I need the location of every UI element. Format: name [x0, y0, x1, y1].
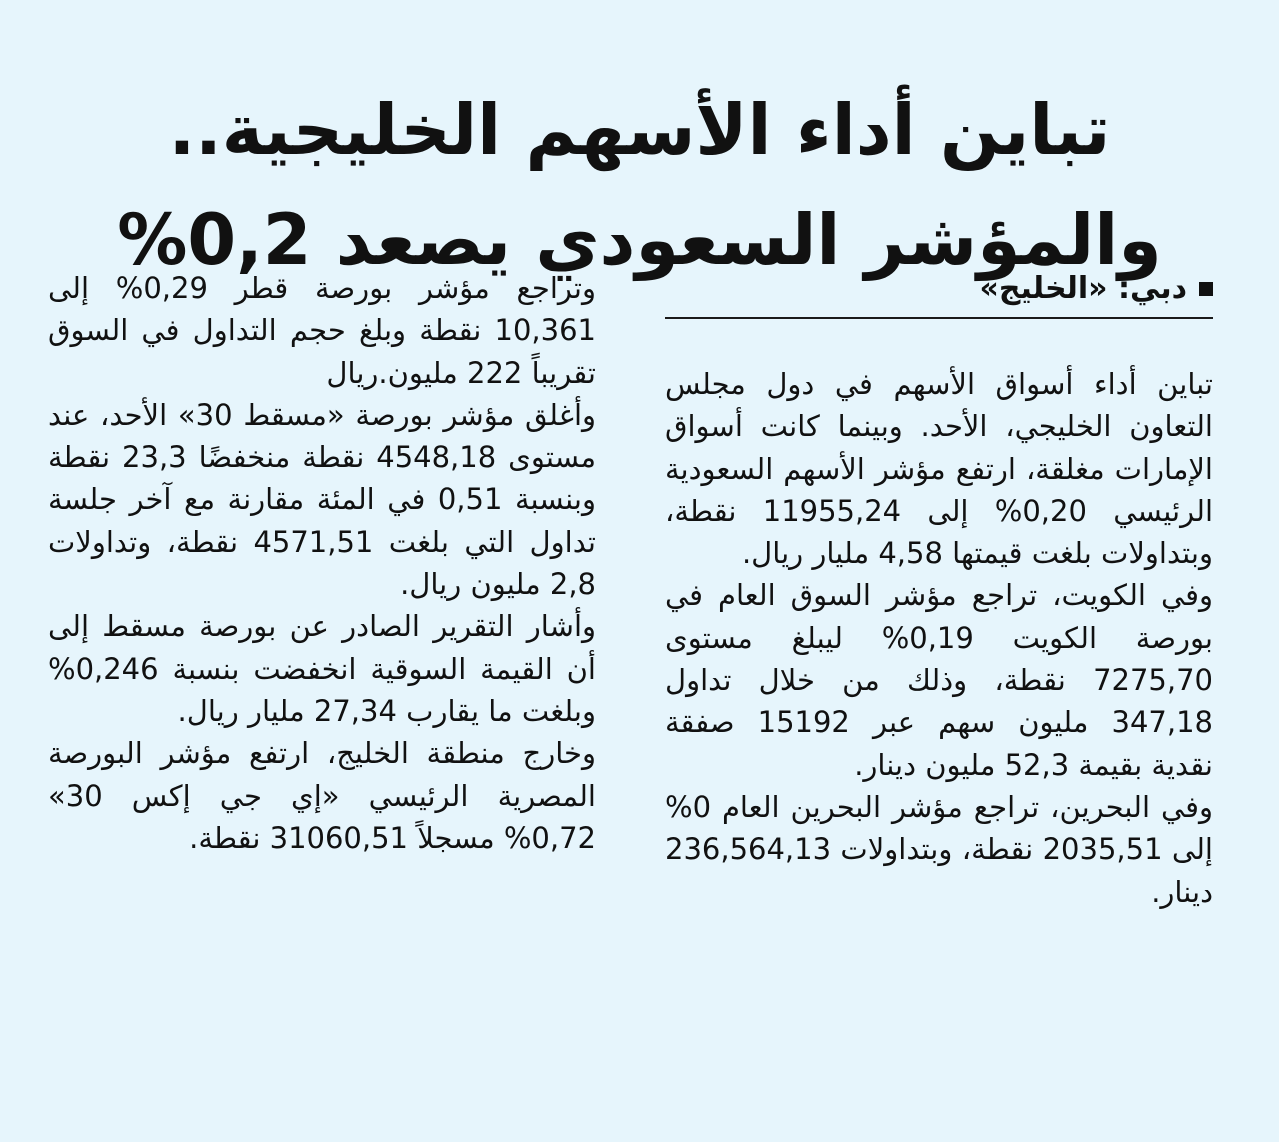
byline-text: دبي: «الخليج»	[979, 271, 1187, 306]
bullet-square-icon	[1199, 282, 1213, 296]
paragraph: وأغلق مؤشر بورصة «مسقط 30» الأحد، عند مستوى 4548,18 نقطة منخفضًا 23,3 نقطة وبنسبة 0,51 في المئة مقارنة مع آخر جلسة تداول التي بلغت 4571,51 نقطة، وتداولات 2,8 مليون ريال.	[48, 397, 597, 602]
headline	[60, 75, 1219, 295]
article-column-left	[48, 267, 596, 859]
headline-line-1: تباين أداء الأسهم الخليجية..	[168, 88, 1111, 171]
byline	[665, 266, 1213, 312]
article-column-right	[665, 363, 1213, 913]
paragraph: تباين أداء أسواق الأسهم في دول مجلس التعاون الخليجي، الأحد. وبينما كانت أسواق الإمارات مغلقة، ارتفع مؤشر الأسهم السعودية الرئيسي 0,20% إلى 11955,24 نقطة، وبتداولات بلغت قيمتها 4,58 مليار ريال.	[665, 367, 1213, 571]
headline-line-2: والمؤشر السعودي يصعد 0,2%	[117, 198, 1162, 281]
paragraph: وأشار التقرير الصادر عن بورصة مسقط إلى أن القيمة السوقية انخفضت بنسبة 0,246% وبلغت ما يقارب 27,34 مليار ريال.	[48, 609, 596, 728]
paragraph: وتراجع مؤشر بورصة قطر 0,29% إلى 10,361 نقطة وبلغ حجم التداول في السوق تقريباً 222 مليون.ريال	[48, 271, 596, 390]
byline-divider	[665, 317, 1213, 319]
paragraph: وخارج منطقة الخليج، ارتفع مؤشر البورصة المصرية الرئيسي «إي جي إكس 30» 0,72% مسجلاً 31060,51 نقطة.	[48, 736, 596, 855]
paragraph: وفي الكويت، تراجع مؤشر السوق العام في بورصة الكويت 0,19% ليبلغ مستوى 7275,70 نقطة، وذلك من خلال تداول 347,18 مليون سهم عبر 15192 صفقة نقدية بقيمة 52,3 مليون دينار.	[665, 578, 1214, 782]
paragraph: وفي البحرين، تراجع مؤشر البحرين العام 0% إلى 2035,51 نقطة، وبتداولات 236,564,13 دينار.	[665, 789, 1213, 909]
